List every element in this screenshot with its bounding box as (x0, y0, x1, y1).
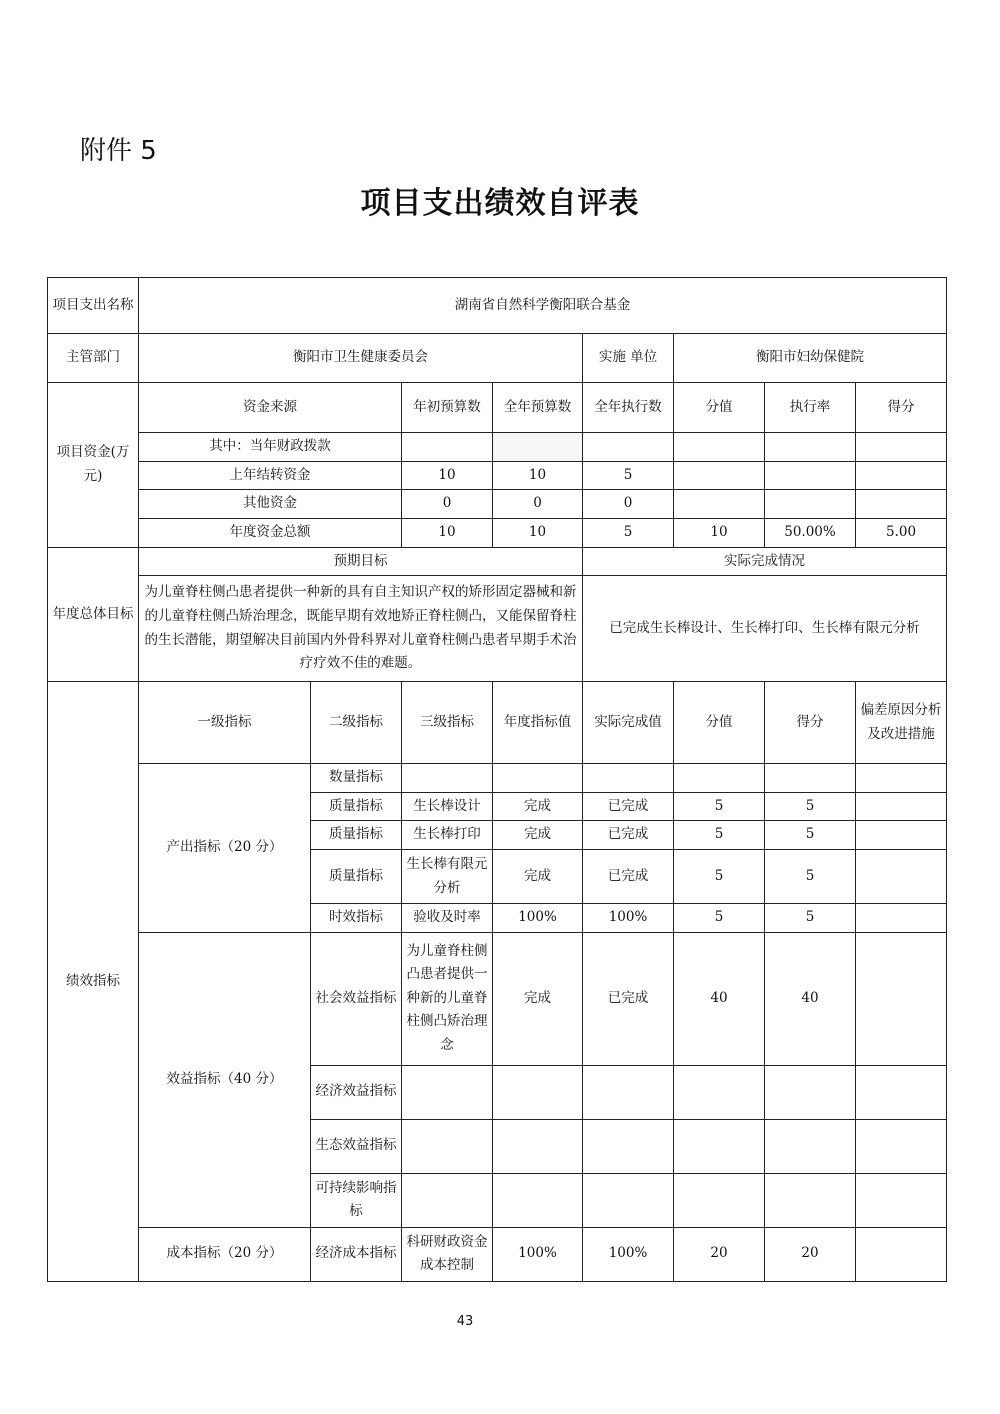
funds-got (856, 461, 947, 490)
l2-cell: 经济成本指标 (311, 1227, 402, 1281)
funds-rate: 50.00% (765, 518, 856, 547)
got-cell: 40 (765, 932, 856, 1065)
actual-completion-header: 实际完成情况 (583, 547, 947, 576)
funds-source: 年度资金总额 (139, 518, 402, 547)
l3-cell: 为儿童脊柱侧凸患者提供一种新的儿童脊柱侧凸矫治理念 (402, 932, 493, 1065)
l3-cell (402, 1119, 493, 1173)
funds-row (48, 490, 947, 519)
project-name-value: 湖南省自然科学衡阳联合基金 (139, 278, 947, 334)
actual-cell (583, 1119, 674, 1173)
target-cell: 完成 (493, 792, 583, 821)
target-cell: 完成 (493, 932, 583, 1065)
funds-label: 项目资金(万元) (48, 383, 139, 548)
perf-header-note: 偏差原因分析及改进措施 (856, 682, 947, 764)
l2-cell: 质量指标 (311, 792, 402, 821)
actual-cell: 已完成 (583, 850, 674, 904)
funds-got (856, 433, 947, 462)
project-name-label: 项目支出名称 (48, 278, 139, 334)
note-cell (856, 792, 947, 821)
perf-header-got: 得分 (765, 682, 856, 764)
expected-goal-header: 预期目标 (139, 547, 583, 576)
note-cell (856, 904, 947, 933)
funds-got: 5.00 (856, 518, 947, 547)
funds-header-initial: 年初预算数 (402, 383, 493, 433)
funds-score (674, 433, 765, 462)
score-cell: 5 (674, 821, 765, 850)
funds-row (48, 433, 947, 462)
funds-header-got: 得分 (856, 383, 947, 433)
target-cell (493, 1065, 583, 1119)
l2-cell: 质量指标 (311, 850, 402, 904)
funds-header-source: 资金来源 (139, 383, 402, 433)
got-cell: 20 (765, 1227, 856, 1281)
benefit-indicator-label: 效益指标（40 分） (139, 932, 311, 1227)
funds-executed: 0 (583, 490, 674, 519)
actual-cell: 已完成 (583, 932, 674, 1065)
funds-executed (583, 433, 674, 462)
actual-cell: 已完成 (583, 792, 674, 821)
perf-header-actual: 实际完成值 (583, 682, 674, 764)
l3-cell: 生长棒设计 (402, 792, 493, 821)
perf-row (48, 1227, 947, 1281)
score-cell: 5 (674, 904, 765, 933)
perf-header-target: 年度指标值 (493, 682, 583, 764)
target-cell: 100% (493, 904, 583, 933)
funds-rate (765, 433, 856, 462)
perf-header-score: 分值 (674, 682, 765, 764)
target-cell: 完成 (493, 850, 583, 904)
note-cell (856, 1173, 947, 1227)
actual-cell (583, 1065, 674, 1119)
funds-got (856, 490, 947, 519)
got-cell: 5 (765, 904, 856, 933)
got-cell: 5 (765, 850, 856, 904)
note-cell (856, 1227, 947, 1281)
evaluation-table (47, 277, 947, 1282)
l3-cell (402, 1173, 493, 1227)
note-cell (856, 932, 947, 1065)
l2-cell: 经济效益指标 (311, 1065, 402, 1119)
l2-cell: 生态效益指标 (311, 1119, 402, 1173)
actual-completion-text: 已完成生长棒设计、生长棒打印、生长棒有限元分析 (583, 576, 947, 682)
actual-cell (583, 1173, 674, 1227)
got-cell (765, 1119, 856, 1173)
perf-label: 绩效指标 (48, 682, 139, 1282)
funds-header-executed: 全年执行数 (583, 383, 674, 433)
funds-executed: 5 (583, 518, 674, 547)
got-cell (765, 1173, 856, 1227)
funds-annual: 0 (493, 490, 583, 519)
funds-initial: 10 (402, 461, 493, 490)
actual-cell: 100% (583, 904, 674, 933)
score-cell: 40 (674, 932, 765, 1065)
impl-unit-value: 衡阳市妇幼保健院 (674, 334, 947, 383)
funds-header-rate: 执行率 (765, 383, 856, 433)
funds-initial (402, 433, 493, 462)
actual-cell (583, 764, 674, 793)
perf-header-l1: 一级指标 (139, 682, 311, 764)
score-cell (674, 764, 765, 793)
funds-source: 其他资金 (139, 490, 402, 519)
output-indicator-label: 产出指标（20 分） (139, 764, 311, 933)
l2-cell: 社会效益指标 (311, 932, 402, 1065)
funds-score (674, 461, 765, 490)
score-cell: 20 (674, 1227, 765, 1281)
funds-annual: 10 (493, 518, 583, 547)
funds-annual: 10 (493, 461, 583, 490)
l3-cell: 生长棒有限元分析 (402, 850, 493, 904)
l3-cell (402, 764, 493, 793)
funds-rate (765, 461, 856, 490)
perf-row (48, 932, 947, 1065)
actual-cell: 已完成 (583, 821, 674, 850)
dept-value: 衡阳市卫生健康委员会 (139, 334, 583, 383)
target-cell (493, 764, 583, 793)
note-cell (856, 1119, 947, 1173)
target-cell: 100% (493, 1227, 583, 1281)
note-cell (856, 850, 947, 904)
page-number: 43 (456, 1314, 474, 1329)
note-cell (856, 1065, 947, 1119)
got-cell (765, 764, 856, 793)
perf-header-l2: 二级指标 (311, 682, 402, 764)
note-cell (856, 764, 947, 793)
perf-row (48, 764, 947, 793)
funds-initial: 10 (402, 518, 493, 547)
target-cell (493, 1119, 583, 1173)
funds-rate (765, 490, 856, 519)
funds-header-score: 分值 (674, 383, 765, 433)
funds-annual (493, 433, 583, 462)
score-cell: 5 (674, 850, 765, 904)
funds-score: 10 (674, 518, 765, 547)
l2-cell: 时效指标 (311, 904, 402, 933)
impl-unit-label: 实施 单位 (583, 334, 674, 383)
funds-total-row (48, 518, 947, 547)
page-title: 项目支出绩效自评表 (360, 186, 640, 221)
target-cell: 完成 (493, 821, 583, 850)
cost-indicator-label: 成本指标（20 分） (139, 1227, 311, 1281)
score-cell (674, 1173, 765, 1227)
perf-header-l3: 三级指标 (402, 682, 493, 764)
got-cell: 5 (765, 792, 856, 821)
l3-cell: 验收及时率 (402, 904, 493, 933)
l2-cell: 可持续影响指标 (311, 1173, 402, 1227)
funds-header-annual: 全年预算数 (493, 383, 583, 433)
l2-cell: 数量指标 (311, 764, 402, 793)
score-cell: 5 (674, 792, 765, 821)
l3-cell: 科研财政资金成本控制 (402, 1227, 493, 1281)
actual-cell: 100% (583, 1227, 674, 1281)
funds-score (674, 490, 765, 519)
funds-source: 上年结转资金 (139, 461, 402, 490)
target-cell (493, 1173, 583, 1227)
note-cell (856, 821, 947, 850)
expected-goal-text: 为儿童脊柱侧凸患者提供一种新的具有自主知识产权的矫形固定器械和新的儿童脊柱侧凸矫治理念，既能早期有效地矫正脊柱侧凸，又能保留脊柱的生长潜能，期望解决目前国内外骨科界对儿童脊柱侧凸患者早期手术治疗疗效不佳的难题。 (139, 576, 583, 682)
l2-cell: 质量指标 (311, 821, 402, 850)
score-cell (674, 1065, 765, 1119)
funds-executed: 5 (583, 461, 674, 490)
funds-initial: 0 (402, 490, 493, 519)
got-cell (765, 1065, 856, 1119)
score-cell (674, 1119, 765, 1173)
attachment-label: 附件 5 (80, 136, 157, 166)
got-cell: 5 (765, 821, 856, 850)
funds-row (48, 461, 947, 490)
dept-label: 主管部门 (48, 334, 139, 383)
l3-cell: 生长棒打印 (402, 821, 493, 850)
goals-label: 年度总体目标 (48, 547, 139, 682)
funds-source: 其中：当年财政拨款 (139, 433, 402, 462)
l3-cell (402, 1065, 493, 1119)
